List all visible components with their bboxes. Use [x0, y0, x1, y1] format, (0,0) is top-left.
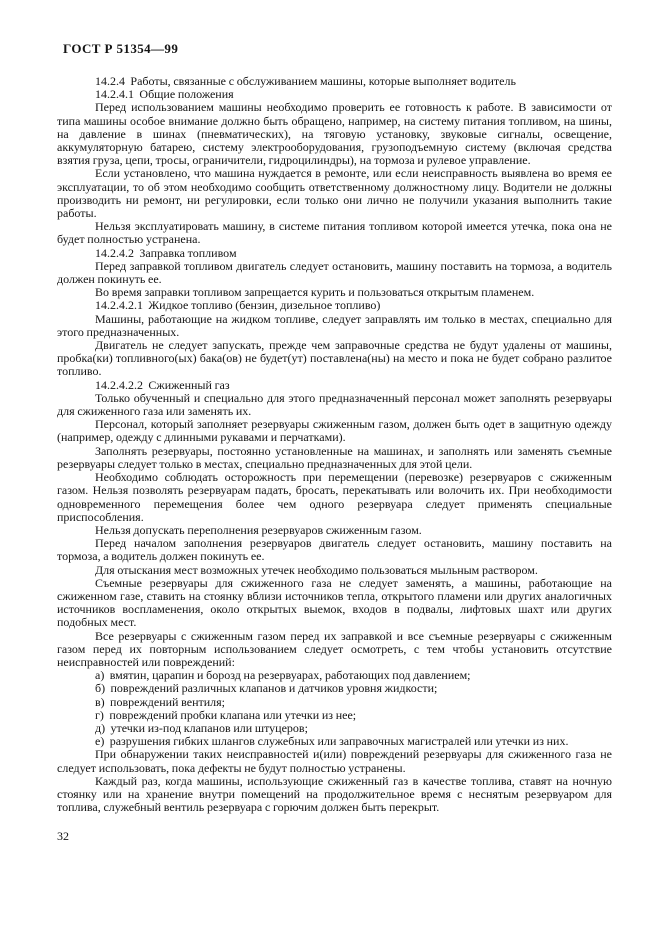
- paragraph: Для отыскания мест возможных утечек необходимо пользоваться мыльным раствором.: [95, 562, 538, 577]
- paragraph: Каждый раз, когда машины, использующие сжиженный газ в качестве топлива, ставят на ночную стоянку или на хранение внутри помещений на продолжительное время с неснятым резервуаром для топлива, служебный вентиль резервуара с горючим должен быть перекрыт.: [57, 773, 612, 815]
- paragraph: Необходимо соблюдать осторожность при перемещении (перевозке) резервуаров с сжиженным газом. Нельзя позволять резервуарам падать, бросать, перекатывать или волочить их. При необходимости одновременного перемещения более чем одного резервуара следует применять специальные приспособления.: [57, 470, 612, 524]
- paragraph: Перед началом заполнения резервуаров двигатель следует остановить, машину поставить на тормоза, а водитель должен покинуть ее.: [57, 536, 612, 564]
- paragraph: Нельзя эксплуатировать машину, в системе питания топливом которой имеется утечка, пока она не будет полностью устранена.: [57, 219, 612, 247]
- clause-heading: 14.2.4.2 Заправка топливом: [95, 245, 237, 260]
- list-item: д) утечки из-под клапанов или штуцеров;: [95, 720, 308, 735]
- paragraph: Во время заправки топливом запрещается курить и пользоваться открытым пламенем.: [95, 285, 535, 300]
- paragraph: Перед использованием машины необходимо проверить ее готовность к работе. В зависимости от типа машины особое внимание должно быть обращено, например, на систему питания топливом, на шины, на давление в шинах (пневматических), на тяговую установку, звуковые сигналы, освещение, аккумуляторную батарею, систему электрооборудования, грузоподъемную систему (включая средства взятия груза, цепи, тросы, ограничители, гидроцилиндры), на тормоза и рулевое управление.: [57, 100, 612, 168]
- clause-heading: 14.2.4 Работы, связанные с обслуживанием машины, которые выполняет водитель: [95, 74, 516, 88]
- page-number: 32: [57, 829, 69, 843]
- list-item: в) повреждений вентиля;: [95, 694, 226, 709]
- paragraph: Все резервуары с сжиженным газом перед их заправкой и все съемные резервуары с сжиженным газом перед их повторным использованием следует осмотреть, с тем чтобы установить отсутствие неисправностей или повреждений:: [57, 628, 612, 669]
- document-body: [57, 75, 612, 814]
- clause-heading: 14.2.4.1 Общие положения: [95, 87, 234, 102]
- paragraph: Только обученный и специально для этого предназначенный персонал может заполнять резервуары для сжиженного газа или заменять их.: [57, 390, 612, 419]
- paragraph: Если установлено, что машина нуждается в ремонте, или если неисправность выявлена во время ее эксплуатации, то об этом необходимо сообщить ответственному должностному лицу. Водители не должны производить ни ремонт, ни регулировки, если только они лично не получили указания выполнить такие работы.: [57, 166, 612, 221]
- standard-number-header: ГОСТ Р 51354—99: [63, 41, 179, 56]
- paragraph: Машины, работающие на жидком топливе, следует заправлять им только в местах, специально для этого предназначенных.: [57, 311, 612, 339]
- list-item: е) разрушения гибких шлангов служебных или заправочных магистралей или утечки из них.: [95, 734, 569, 749]
- clause-heading: 14.2.4.2.2 Сжиженный газ: [95, 377, 230, 392]
- clause-heading: 14.2.4.2.1 Жидкое топливо (бензин, дизельное топливо): [95, 298, 381, 313]
- list-item: б) повреждений различных клапанов и датчиков уровня жидкости;: [95, 681, 438, 696]
- paragraph: Заполнять резервуары, постоянно установленные на машинах, и заполнять или заменять съемные резервуары следует только в местах, специально предназначенных для этой цели.: [57, 443, 612, 471]
- paragraph: Нельзя допускать переполнения резервуаров сжиженным газом.: [95, 522, 422, 537]
- paragraph: Двигатель не следует запускать, прежде чем заправочные средства не будут удалены от машины, пробка(ки) топливного(ых) бака(ов) не будет(ут) поставлена(ны) на место и пока не будет собрано разлитое топливо.: [57, 338, 612, 379]
- paragraph: Перед заправкой топливом двигатель следует остановить, машину поставить на тормоза, а водитель должен покинуть ее.: [57, 258, 612, 287]
- paragraph: При обнаружении таких неисправностей и(или) повреждений резервуары для сжиженного газа не следует использовать, пока дефекты не будут полностью устранены.: [57, 747, 612, 775]
- paragraph: Съемные резервуары для сжиженного газа не следует заменять, а машины, работающие на сжиженном газе, ставить на стоянку вблизи источников тепла, открытого пламени или других аналогичных источников воспламенения, около открытых выемок, входов в подвалы, лифтовых шахт или других подобных мест.: [57, 575, 612, 630]
- list-item: г) повреждений пробки клапана или утечки из нее;: [95, 707, 357, 722]
- list-item: а) вмятин, царапин и борозд на резервуарах, работающих под давлением;: [95, 668, 471, 683]
- paragraph: Персонал, который заполняет резервуары сжиженным газом, должен быть одет в защитную одежду (например, одежду с длинными рукавами и перчатками).: [57, 417, 612, 445]
